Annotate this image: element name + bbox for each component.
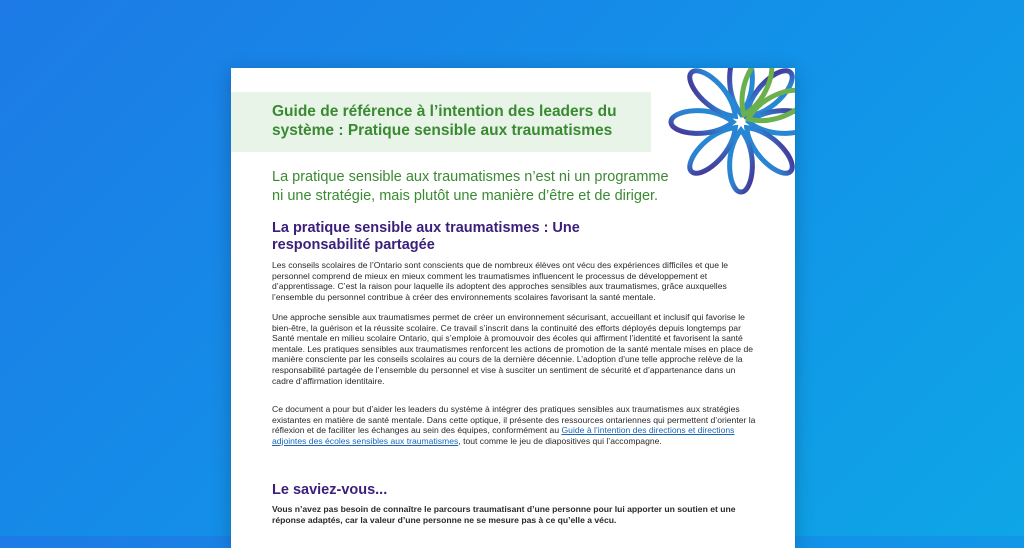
paragraph-purpose [272,404,758,446]
document-title: Guide de référence à l’intention des leaders du système : Pratique sensible aux traumatismes [272,103,617,139]
tagline: La pratique sensible aux traumatismes n’est ni un programme ni une stratégie, mais plutôt une manière d’être et de diriger. [272,169,669,204]
paragraph-purpose-text-end: , tout comme le jeu de diapositives qui l’accompagne. [458,435,662,446]
paragraph-approach: Une approche sensible aux traumatismes permet de créer un environnement sécurisant, accueillant et inclusif qui favorise le bien-être, la guérison et la réussite scolaire. Ce travail s’inscrit dans la continuité des efforts déployés depuis longtemps par Santé mentale en milieu scolaire Ontario, qui s’emploie à promouvoir des écoles qui affirment l’identité et favorisent la santé mentale. Les pratiques sensibles aux traumatismes renforcent les actions de promotion de la santé mentale mises en place de manière consciente par les conseils scolaires au cours de la dernière décennie. L’adoption d’une telle approche relève de la responsabilité partagée de l’ensemble du personnel et vise à susciter un sentiment de sécurité et d’appartenance dans un cadre d’affirmation identitaire. [272,312,754,386]
paragraph-purpose-text-start: Ce document a pour but d’aider les leaders du système à intégrer des pratiques sensibles aux traumatismes aux stratégies existantes en matière de santé mentale. Dans cette optique, il présente des ressources ontariennes qui permettent d’orienter la réflexion et de faciliter les échanges au sein des équipes, conformément au [272,404,756,436]
paragraph-did-you-know: Vous n’avez pas besoin de connaître le parcours traumatisant d’une personne pour lui apporter un soutien et une réponse adaptés, car la valeur d’une personne ne se mesure pas à ce qu’elle a vécu. [272,504,736,525]
document-page [231,68,795,548]
paragraph-intro: Les conseils scolaires de l’Ontario sont conscients que de nombreux élèves ont vécu des expériences difficiles et que le personnel comprend de mieux en mieux comment les traumatismes influencent le processus de développement et d’apprentissage. C’est la raison pour laquelle ils adoptent des approches sensibles aux traumatismes, grâce auxquelles l’ensemble du personnel contribue à créer des environnements scolaires favorisant la santé mentale. [272,260,729,302]
guide-link[interactable]: Guide à l’intention des directions et directions adjointes des écoles sensibles aux traumatismes [272,425,735,446]
section-heading-did-you-know: Le saviez-vous... [272,482,388,498]
section-heading-shared-responsibility: La pratique sensible aux traumatismes : Une responsabilité partagée [272,220,580,253]
